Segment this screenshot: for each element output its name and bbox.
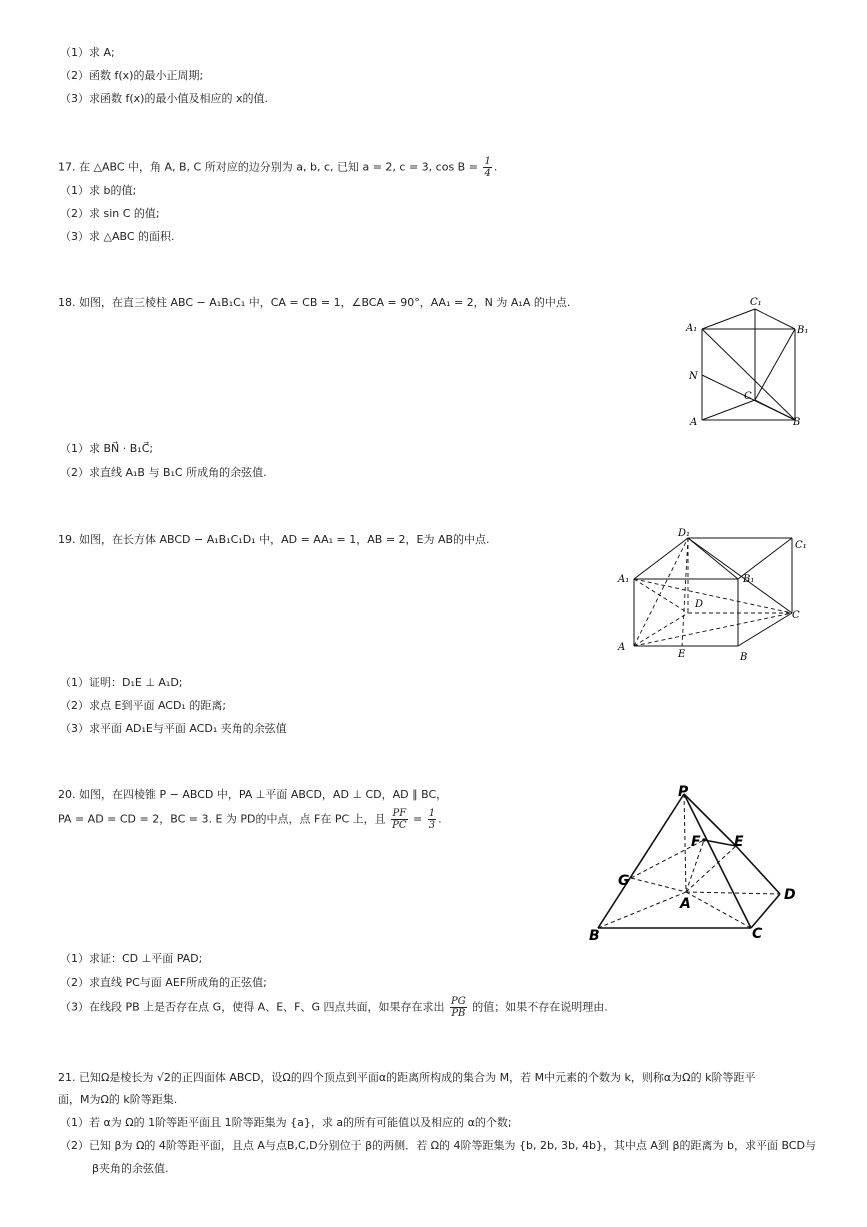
q20-item-3 (60, 996, 608, 1019)
q20-stem-line2 (58, 808, 442, 831)
q20-label-b: B (589, 928, 600, 944)
q20-item3-frac-den: PB (451, 1008, 466, 1019)
q20-equals: = (409, 812, 426, 826)
q20-frac2-num: 1 (428, 808, 436, 819)
q18-item-2: （2）求直线 A₁B 与 B₁C 所成角的余弦值. (60, 466, 267, 479)
q19-label-c: C (792, 610, 800, 621)
q21-item-2-continuation: β夹角的余弦值. (92, 1162, 169, 1175)
q17-fraction (483, 156, 491, 179)
q17-stem-text: 17. 在 △ABC 中，角 A, B, C 所对应的边分别为 a, b, c, 已知 a = 2, c = 3, cos B = (58, 160, 482, 174)
q17-stem-end: . (493, 160, 498, 174)
q17-frac-den: 4 (484, 168, 491, 179)
q20-label-c: C (752, 926, 763, 942)
q17-item-2: （2）求 sin C 的值; (60, 207, 160, 220)
q20-stem-line1: 20. 如图，在四棱锥 P − ABCD 中，PA ⊥平面 ABCD，AD ⊥ CD，AD ∥ BC， (58, 788, 448, 801)
q21-item-1: （1）若 α为 Ω的 1阶等距平面且 1阶等距集为 {a}，求 a的所有可能值以及相应的 α的个数; (60, 1116, 512, 1129)
q16-item-2: （2）函数 f(x)的最小正周期; (60, 69, 204, 82)
q20-label-p: P (678, 784, 689, 800)
q20-stem-line2-text: PA = AD = CD = 2，BC = 3. E 为 PD的中点，点 F在 PC 上，且 (58, 812, 390, 826)
q19-item-1: （1）证明：D₁E ⊥ A₁D; (60, 676, 183, 689)
q16-item-1: （1）求 A; (60, 46, 115, 59)
q18-item-1: （1）求 BN⃗ · B₁C⃗; (60, 442, 154, 455)
q20-label-e: E (734, 834, 744, 850)
q18-label-b1: B₁ (797, 325, 809, 336)
q20-item-3-text: （3）在线段 PB 上是否存在点 G，使得 A、E、F、G 四点共面，如果存在求出 (60, 1000, 449, 1014)
q19-item-3: （3）求平面 AD₁E与平面 ACD₁ 夹角的余弦值 (60, 722, 287, 735)
q20-item3-frac-num: PG (451, 996, 466, 1007)
q19-label-c1: C₁ (795, 540, 807, 551)
q17-stem (58, 156, 497, 179)
q20-item-1: （1）求证：CD ⊥平面 PAD; (60, 952, 203, 965)
q19-label-d: D (695, 599, 704, 610)
q20-label-a: A (680, 896, 691, 912)
q20-frac1-den: PC (392, 820, 407, 831)
q20-frac1-num: PF (392, 808, 407, 819)
q20-label-g: G (618, 873, 630, 889)
q19-stem: 19. 如图，在长方体 ABCD − A₁B₁C₁D₁ 中，AD = AA₁ = 1，AB = 2，E为 AB的中点. (58, 533, 490, 546)
q19-label-a1: A₁ (618, 574, 630, 585)
q20-item-3-end: 的值；如果不存在说明理由. (468, 1000, 608, 1014)
q17-frac-num: 1 (484, 156, 491, 167)
q20-item-2: （2）求直线 PC与面 AEF所成角的正弦值; (60, 976, 267, 989)
q19-label-d1: D₁ (678, 528, 691, 539)
q21-stem-line1: 21. 已知Ω是棱长为 √2的正四面体 ABCD，设Ω的四个顶点到平面α的距离所构成的集合为 M，若 M中元素的个数为 k，则称α为Ω的 k阶等距平 (58, 1071, 756, 1084)
q20-stem-line2-end: . (438, 812, 442, 826)
q17-item-1: （1）求 b的值; (60, 184, 137, 197)
q19-label-e: E (678, 649, 686, 660)
q17-item-3: （3）求 △ABC 的面积. (60, 230, 175, 243)
q19-cuboid-figure (612, 526, 822, 666)
q18-label-a1: A₁ (686, 323, 698, 334)
q19-label-b1: B₁ (743, 574, 755, 585)
q20-pyramid-figure (584, 782, 814, 947)
q19-item-2: （2）求点 E到平面 ACD₁ 的距离; (60, 699, 227, 712)
q18-prism-figure (680, 292, 810, 432)
q18-label-c: C (744, 391, 752, 402)
q21-item-2: （2）已知 β为 Ω的 4阶等距平面，且点 A与点B,C,D分别位于 β的两侧．若 Ω的 4阶等距集为 {b, 2b, 3b, 4b}，其中点 A到 β的距离为 b，求平面 BCD与 (60, 1139, 816, 1152)
q20-fraction-one-third (428, 808, 436, 831)
q18-stem: 18. 如图，在直三棱柱 ABC − A₁B₁C₁ 中，CA = CB = 1，∠BCA = 90°，AA₁ = 2，N 为 A₁A 的中点. (58, 296, 571, 309)
q20-frac2-den: 3 (428, 820, 436, 831)
q16-item-3: （3）求函数 f(x)的最小值及相应的 x的值. (60, 92, 268, 105)
q20-label-d: D (784, 887, 796, 903)
q18-label-b: B (793, 417, 801, 428)
q20-label-f: F (691, 834, 701, 850)
q18-label-n: N (689, 371, 698, 382)
q18-label-c1: C₁ (750, 297, 762, 308)
q20-fraction-pf-pc (391, 808, 407, 831)
q20-fraction-pg-pb (450, 996, 467, 1019)
q19-label-b: B (740, 652, 748, 663)
q21-stem-line2: 面，M为Ω的 k阶等距集. (58, 1093, 178, 1106)
q19-label-a: A (618, 642, 626, 653)
q18-label-a: A (690, 417, 698, 428)
